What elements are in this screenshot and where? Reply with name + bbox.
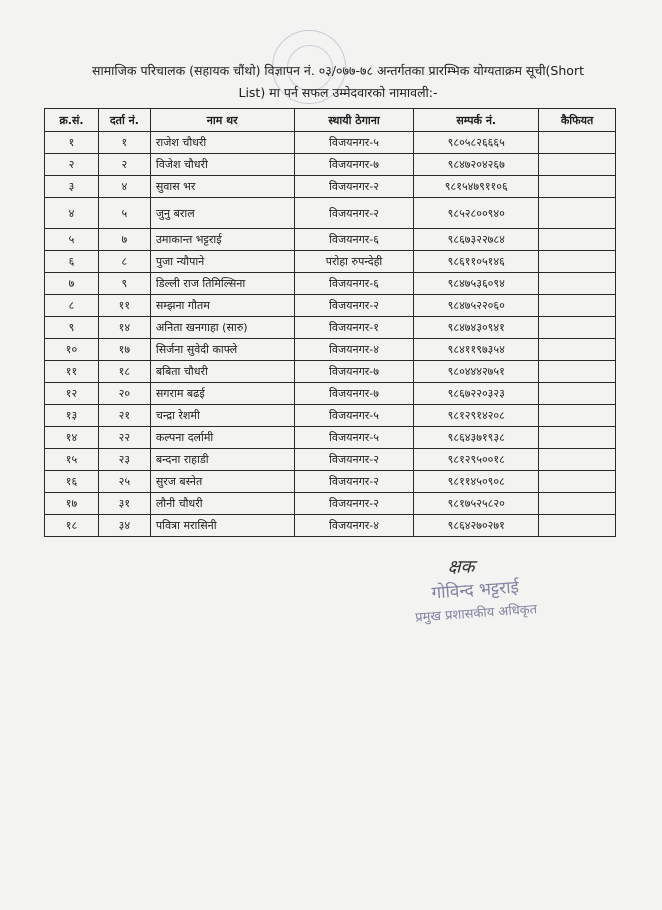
cell-contact: ९८४७२०४२६७ bbox=[414, 154, 539, 176]
shortlist-table bbox=[44, 108, 616, 537]
cell-address: विजयनगर-६ bbox=[294, 273, 414, 295]
cell-serial: ७ bbox=[45, 273, 99, 295]
cell-serial: १७ bbox=[45, 493, 99, 515]
table-row bbox=[45, 251, 616, 273]
cell-serial: ६ bbox=[45, 251, 99, 273]
cell-registration: २३ bbox=[98, 449, 150, 471]
table-header-row bbox=[45, 109, 616, 132]
cell-address: विजयनगर-२ bbox=[294, 176, 414, 198]
table-row bbox=[45, 427, 616, 449]
cell-serial: ८ bbox=[45, 295, 99, 317]
cell-remarks bbox=[539, 198, 616, 229]
cell-name: पुजा न्यौपाने bbox=[150, 251, 294, 273]
cell-serial: ११ bbox=[45, 361, 99, 383]
cell-contact: ९८४११९७३५४ bbox=[414, 339, 539, 361]
header-address: स्थायी ठेगाना bbox=[294, 109, 414, 132]
cell-registration: २ bbox=[98, 154, 150, 176]
signatory-name: गोविन्द भट्टराई bbox=[430, 577, 520, 604]
cell-address: विजयनगर-२ bbox=[294, 295, 414, 317]
cell-registration: ३१ bbox=[98, 493, 150, 515]
header-remarks: कैफियत bbox=[539, 109, 616, 132]
cell-name: चन्द्रा रेशमी bbox=[150, 405, 294, 427]
cell-registration: २५ bbox=[98, 471, 150, 493]
table-row bbox=[45, 176, 616, 198]
cell-address: विजयनगर-७ bbox=[294, 361, 414, 383]
cell-address: परोहा रुपन्देही bbox=[294, 251, 414, 273]
table-row bbox=[45, 154, 616, 176]
cell-remarks bbox=[539, 273, 616, 295]
table-row bbox=[45, 383, 616, 405]
cell-remarks bbox=[539, 493, 616, 515]
cell-serial: ४ bbox=[45, 198, 99, 229]
cell-contact: ९८१२९५००१८ bbox=[414, 449, 539, 471]
cell-registration: २० bbox=[98, 383, 150, 405]
table-row bbox=[45, 198, 616, 229]
cell-remarks bbox=[539, 317, 616, 339]
cell-registration: १७ bbox=[98, 339, 150, 361]
signature-block bbox=[393, 545, 599, 649]
cell-remarks bbox=[539, 154, 616, 176]
cell-remarks bbox=[539, 361, 616, 383]
table-row bbox=[45, 471, 616, 493]
cell-serial: १२ bbox=[45, 383, 99, 405]
cell-address: विजयनगर-५ bbox=[294, 132, 414, 154]
cell-contact: ९८६४२७०२७१ bbox=[414, 515, 539, 537]
cell-contact: ९८४७५२२०६० bbox=[414, 295, 539, 317]
table-row bbox=[45, 449, 616, 471]
cell-name: सिर्जना सुवेदी काफ्ले bbox=[150, 339, 294, 361]
cell-registration: २१ bbox=[98, 405, 150, 427]
header-name: नाम थर bbox=[150, 109, 294, 132]
cell-address: विजयनगर-२ bbox=[294, 449, 414, 471]
cell-contact: ९८१७५२५८२० bbox=[414, 493, 539, 515]
cell-name: सुवास भर bbox=[150, 176, 294, 198]
cell-serial: १४ bbox=[45, 427, 99, 449]
cell-registration: ५ bbox=[98, 198, 150, 229]
table-row bbox=[45, 273, 616, 295]
cell-name: लौनी चौधरी bbox=[150, 493, 294, 515]
header-serial: क्र.सं. bbox=[45, 109, 99, 132]
cell-contact: ९८११४५०९०८ bbox=[414, 471, 539, 493]
table-row bbox=[45, 339, 616, 361]
cell-serial: ९ bbox=[45, 317, 99, 339]
cell-name: विजेश चौधरी bbox=[150, 154, 294, 176]
heading-line-1: सामाजिक परिचालक (सहायक चौंथो) विज्ञापन नं. ०३/०७७-७८ अन्तर्गतका प्रारम्भिक योग्यताक्रम सूची(Short bbox=[92, 63, 584, 78]
table-row bbox=[45, 229, 616, 251]
cell-remarks bbox=[539, 383, 616, 405]
cell-address: विजयनगर-२ bbox=[294, 493, 414, 515]
cell-remarks bbox=[539, 132, 616, 154]
cell-contact: ९८०४४४२७५१ bbox=[414, 361, 539, 383]
cell-registration: १४ bbox=[98, 317, 150, 339]
cell-remarks bbox=[539, 176, 616, 198]
handwritten-signature: क्षक bbox=[447, 556, 475, 578]
cell-contact: ९८०५८२६६६५ bbox=[414, 132, 539, 154]
cell-remarks bbox=[539, 515, 616, 537]
cell-contact: ९८६७२२०३२३ bbox=[414, 383, 539, 405]
cell-name: सगराम बढई bbox=[150, 383, 294, 405]
notice-heading bbox=[58, 60, 618, 104]
cell-registration: १८ bbox=[98, 361, 150, 383]
cell-registration: ९ bbox=[98, 273, 150, 295]
cell-address: विजयनगर-७ bbox=[294, 383, 414, 405]
cell-address: विजयनगर-६ bbox=[294, 229, 414, 251]
cell-address: विजयनगर-१ bbox=[294, 317, 414, 339]
cell-contact: ९८६४३७१९३८ bbox=[414, 427, 539, 449]
header-registration: दर्ता नं. bbox=[98, 109, 150, 132]
cell-contact: ९८४७४३०९४१ bbox=[414, 317, 539, 339]
cell-name: राजेश चौधरी bbox=[150, 132, 294, 154]
table-row bbox=[45, 132, 616, 154]
cell-contact: ९८५२८००९४० bbox=[414, 198, 539, 229]
cell-serial: ५ bbox=[45, 229, 99, 251]
cell-contact: ९८४७५३६०९४ bbox=[414, 273, 539, 295]
cell-name: डिल्ली राज तिमिल्सिना bbox=[150, 273, 294, 295]
cell-registration: ८ bbox=[98, 251, 150, 273]
cell-serial: २ bbox=[45, 154, 99, 176]
cell-address: विजयनगर-५ bbox=[294, 405, 414, 427]
table-row bbox=[45, 493, 616, 515]
cell-registration: ११ bbox=[98, 295, 150, 317]
cell-name: उमाकान्त भट्टराई bbox=[150, 229, 294, 251]
cell-remarks bbox=[539, 229, 616, 251]
cell-remarks bbox=[539, 449, 616, 471]
cell-contact: ९८६७३२२७८४ bbox=[414, 229, 539, 251]
cell-address: विजयनगर-४ bbox=[294, 339, 414, 361]
cell-remarks bbox=[539, 427, 616, 449]
header-contact: सम्पर्क नं. bbox=[414, 109, 539, 132]
cell-serial: ३ bbox=[45, 176, 99, 198]
cell-contact: ९८६११०५१४६ bbox=[414, 251, 539, 273]
cell-remarks bbox=[539, 251, 616, 273]
signatory-title: प्रमुख प्रशासकीय अधिकृत bbox=[414, 602, 538, 626]
cell-remarks bbox=[539, 405, 616, 427]
cell-serial: १ bbox=[45, 132, 99, 154]
cell-address: विजयनगर-७ bbox=[294, 154, 414, 176]
cell-name: बन्दना राहाडी bbox=[150, 449, 294, 471]
cell-name: जुनु बराल bbox=[150, 198, 294, 229]
cell-remarks bbox=[539, 339, 616, 361]
cell-name: अनिता खनगाहा (सारु) bbox=[150, 317, 294, 339]
cell-serial: १५ bbox=[45, 449, 99, 471]
cell-contact: ९८१५४७९११०६ bbox=[414, 176, 539, 198]
cell-remarks bbox=[539, 471, 616, 493]
cell-registration: १ bbox=[98, 132, 150, 154]
cell-name: सुरज बस्नेत bbox=[150, 471, 294, 493]
cell-address: विजयनगर-२ bbox=[294, 198, 414, 229]
cell-registration: ७ bbox=[98, 229, 150, 251]
cell-registration: २२ bbox=[98, 427, 150, 449]
cell-address: विजयनगर-२ bbox=[294, 471, 414, 493]
cell-contact: ९८१२९१४२०८ bbox=[414, 405, 539, 427]
cell-serial: १३ bbox=[45, 405, 99, 427]
table-row bbox=[45, 317, 616, 339]
table-row bbox=[45, 515, 616, 537]
cell-address: विजयनगर-४ bbox=[294, 515, 414, 537]
cell-serial: १८ bbox=[45, 515, 99, 537]
cell-registration: ४ bbox=[98, 176, 150, 198]
cell-name: सम्झना गौतम bbox=[150, 295, 294, 317]
cell-name: पवित्रा मरासिनी bbox=[150, 515, 294, 537]
table-row bbox=[45, 295, 616, 317]
cell-remarks bbox=[539, 295, 616, 317]
cell-name: बबिता चौधरी bbox=[150, 361, 294, 383]
cell-address: विजयनगर-५ bbox=[294, 427, 414, 449]
cell-serial: १६ bbox=[45, 471, 99, 493]
table-row bbox=[45, 361, 616, 383]
cell-registration: ३४ bbox=[98, 515, 150, 537]
table-row bbox=[45, 405, 616, 427]
cell-serial: १० bbox=[45, 339, 99, 361]
cell-name: कल्पना दर्लामी bbox=[150, 427, 294, 449]
heading-line-2: List) मा पर्न सफल उम्मेदवारको नामावली:- bbox=[238, 85, 438, 100]
